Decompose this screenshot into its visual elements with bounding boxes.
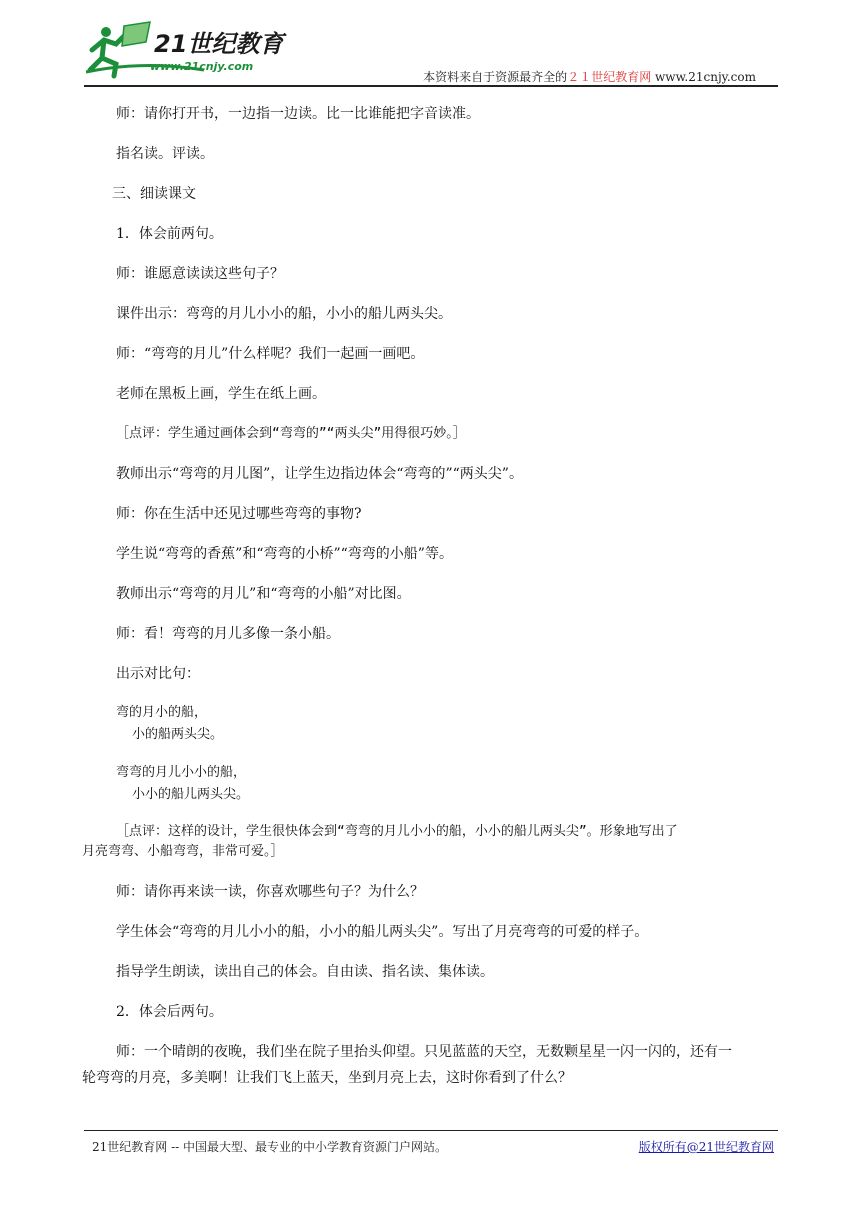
source-url[interactable]: www.21cnjy.com	[655, 70, 756, 84]
header-divider	[84, 85, 778, 87]
footer-divider	[84, 1130, 778, 1131]
text-line: 指导学生朗读，读出自己的体会。自由读、指名读、集体读。	[116, 964, 494, 980]
text-line: 师：谁愿意读读这些句子？	[116, 266, 284, 282]
runner-logo-icon	[84, 20, 294, 82]
comment-line: 月亮弯弯、小船弯弯，非常可爱。］	[82, 844, 284, 859]
subsection-heading: 1．体会前两句。	[116, 226, 223, 242]
section-heading: 三、细读课文	[112, 186, 196, 202]
text-line: 师：一个晴朗的夜晚，我们坐在院子里抬头仰望。只见蓝蓝的天空，无数颗星星一闪一闪的，还有一	[116, 1044, 732, 1060]
text-line: 师：“弯弯的月儿”什么样呢？我们一起画一画吧。	[116, 346, 425, 362]
source-site[interactable]: ２１世纪教育网	[567, 70, 652, 84]
lesson-content	[82, 104, 780, 1088]
comment-line: ［点评：学生通过画体会到“弯弯的”“两头尖”用得很巧妙。］	[116, 426, 466, 441]
poem-b-line-1: 弯弯的月儿小小的船，	[116, 765, 247, 780]
source-note	[423, 68, 756, 85]
footer-copyright-link[interactable]: 版权所有@21世纪教育网	[638, 1140, 774, 1154]
footer-tagline: 21世纪教育网 -- 中国最大型、最专业的中小学教育资源门户网站。	[92, 1140, 448, 1154]
text-line: 课件出示：弯弯的月儿小小的船，小小的船儿两头尖。	[116, 306, 452, 322]
text-line: 学生体会“弯弯的月儿小小的船，小小的船儿两头尖”。写出了月亮弯弯的可爱的样子。	[116, 924, 649, 940]
text-line: 教师出示“弯弯的月儿”和“弯弯的小船”对比图。	[116, 586, 411, 602]
text-line: 师：你在生活中还见过哪些弯弯的事物?	[116, 506, 362, 522]
logo-url: www.21cnjy.com	[150, 60, 254, 73]
text-line: 师：看！弯弯的月儿多像一条小船。	[116, 626, 340, 642]
poem-a-line-1: 弯的月小的船，	[116, 705, 208, 720]
text-line: 师：请你再来读一读，你喜欢哪些句子？为什么？	[116, 884, 424, 900]
text-line: 师：请你打开书，一边指一边读。比一比谁能把字音读准。	[116, 106, 480, 122]
text-line: 指名读。评读。	[116, 146, 214, 162]
text-line: 学生说“弯弯的香蕉”和“弯弯的小桥”“弯弯的小船”等。	[116, 546, 453, 562]
text-line: 教师出示“弯弯的月儿图”，让学生边指边体会“弯弯的”“两头尖”。	[116, 466, 523, 482]
subsection-heading: 2．体会后两句。	[116, 1004, 223, 1020]
logo-text: 21世纪教育	[154, 30, 284, 58]
site-logo[interactable]	[84, 20, 294, 82]
text-line: 轮弯弯的月亮，多美啊！让我们飞上蓝天，坐到月亮上去，这时你看到了什么？	[82, 1070, 572, 1086]
poem-a-line-2: 小的船两头尖。	[132, 727, 224, 742]
source-prefix: 本资料来自于资源最齐全的	[423, 70, 568, 84]
poem-b-line-2: 小小的船儿两头尖。	[132, 787, 250, 802]
comment-line: ［点评：这样的设计，学生很快体会到“弯弯的月儿小小的船，小小的船儿两头尖”。形象地写出了	[116, 824, 678, 839]
text-line: 老师在黑板上画，学生在纸上画。	[116, 386, 326, 402]
text-line: 出示对比句：	[116, 666, 200, 682]
page-header	[0, 0, 860, 90]
